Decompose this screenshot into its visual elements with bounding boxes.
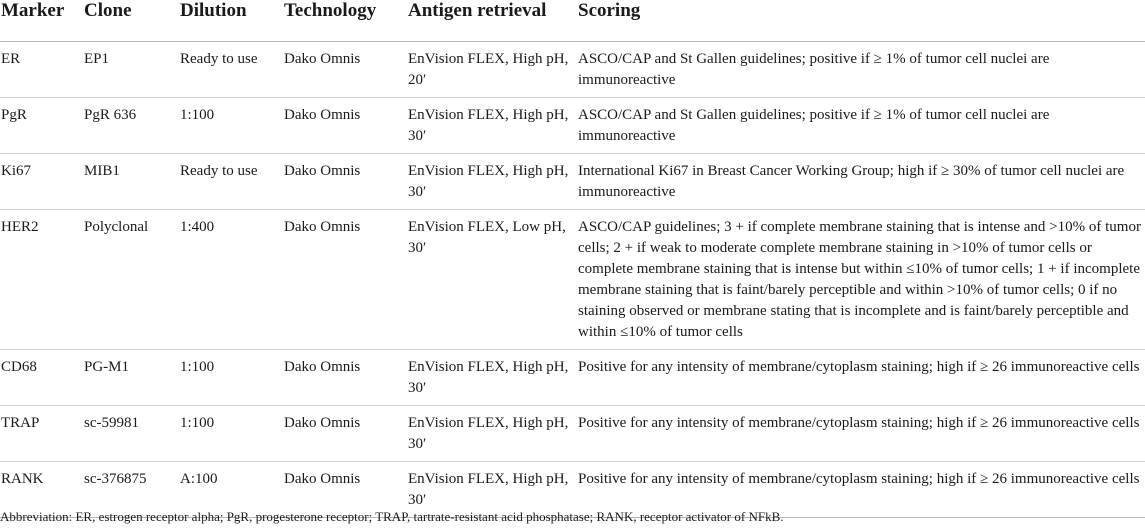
cell-technology: Dako Omnis bbox=[284, 98, 408, 154]
cell-antigen-retrieval: EnVision FLEX, High pH, 30′ bbox=[408, 462, 578, 518]
table-row bbox=[0, 210, 1145, 350]
cell-scoring: Positive for any intensity of membrane/cytoplasm staining; high if ≥ 26 immunoreactive cells bbox=[578, 350, 1145, 406]
cell-clone: sc-376875 bbox=[84, 462, 180, 518]
cell-antigen-retrieval: EnVision FLEX, High pH, 30′ bbox=[408, 406, 578, 462]
cell-antigen-retrieval: EnVision FLEX, High pH, 30′ bbox=[408, 98, 578, 154]
table-footnote: Abbreviation: ER, estrogen receptor alpha; PgR, progesterone receptor; TRAP, tartrate-resistant acid phosphatase; RANK, receptor activator of NFkB. bbox=[0, 509, 784, 524]
cell-dilution: Ready to use bbox=[180, 42, 284, 98]
cell-technology: Dako Omnis bbox=[284, 350, 408, 406]
cell-technology: Dako Omnis bbox=[284, 406, 408, 462]
cell-clone: Polyclonal bbox=[84, 210, 180, 350]
cell-dilution: 1:100 bbox=[180, 406, 284, 462]
header-antigen-retrieval: Antigen retrieval bbox=[408, 0, 578, 42]
cell-technology: Dako Omnis bbox=[284, 42, 408, 98]
cell-technology: Dako Omnis bbox=[284, 462, 408, 518]
cell-marker: RANK bbox=[0, 462, 84, 518]
cell-scoring: ASCO/CAP guidelines; 3 + if complete membrane staining that is intense and >10% of tumor cells; 2 + if weak to moderate complete membrane staining in >10% of tumor cells or complete membrane staining that is intense but within ≤10% of tumor cells; 1 + if incomplete membrane staining that is faint/barely perceptible and within >10% of tumor cells; 0 if no staining observed or membrane stating that is incomplete and is faint/barely perceptible and within ≤10% of tumor cells bbox=[578, 210, 1145, 350]
cell-antigen-retrieval: EnVision FLEX, Low pH, 30′ bbox=[408, 210, 578, 350]
header-marker: Marker bbox=[0, 0, 84, 42]
cell-technology: Dako Omnis bbox=[284, 210, 408, 350]
header-dilution: Dilution bbox=[180, 0, 284, 42]
header-row bbox=[0, 0, 1145, 42]
cell-clone: PgR 636 bbox=[84, 98, 180, 154]
header-clone: Clone bbox=[84, 0, 180, 42]
cell-dilution: Ready to use bbox=[180, 154, 284, 210]
cell-scoring: ASCO/CAP and St Gallen guidelines; positive if ≥ 1% of tumor cell nuclei are immunoreactive bbox=[578, 42, 1145, 98]
cell-technology: Dako Omnis bbox=[284, 154, 408, 210]
cell-dilution: A:100 bbox=[180, 462, 284, 518]
cell-marker: CD68 bbox=[0, 350, 84, 406]
cell-marker: Ki67 bbox=[0, 154, 84, 210]
cell-antigen-retrieval: EnVision FLEX, High pH, 30′ bbox=[408, 154, 578, 210]
cell-clone: MIB1 bbox=[84, 154, 180, 210]
header-technology: Technology bbox=[284, 0, 408, 42]
cell-dilution: 1:100 bbox=[180, 98, 284, 154]
table-row bbox=[0, 42, 1145, 98]
table-row bbox=[0, 154, 1145, 210]
cell-antigen-retrieval: EnVision FLEX, High pH, 30′ bbox=[408, 350, 578, 406]
cell-marker: HER2 bbox=[0, 210, 84, 350]
cell-clone: sc-59981 bbox=[84, 406, 180, 462]
cell-dilution: 1:100 bbox=[180, 350, 284, 406]
header-scoring: Scoring bbox=[578, 0, 1145, 42]
cell-scoring: International Ki67 in Breast Cancer Working Group; high if ≥ 30% of tumor cell nuclei are immunoreactive bbox=[578, 154, 1145, 210]
cell-clone: EP1 bbox=[84, 42, 180, 98]
cell-dilution: 1:400 bbox=[180, 210, 284, 350]
cell-antigen-retrieval: EnVision FLEX, High pH, 20′ bbox=[408, 42, 578, 98]
cell-scoring: Positive for any intensity of membrane/cytoplasm staining; high if ≥ 26 immunoreactive cells bbox=[578, 406, 1145, 462]
cell-scoring: ASCO/CAP and St Gallen guidelines; positive if ≥ 1% of tumor cell nuclei are immunoreactive bbox=[578, 98, 1145, 154]
table-row bbox=[0, 350, 1145, 406]
table-row bbox=[0, 98, 1145, 154]
cell-marker: ER bbox=[0, 42, 84, 98]
table-row bbox=[0, 406, 1145, 462]
cell-marker: PgR bbox=[0, 98, 84, 154]
cell-clone: PG-M1 bbox=[84, 350, 180, 406]
cell-marker: TRAP bbox=[0, 406, 84, 462]
table-header bbox=[0, 0, 1145, 42]
table-body bbox=[0, 42, 1145, 518]
cell-scoring: Positive for any intensity of membrane/cytoplasm staining; high if ≥ 26 immunoreactive cells bbox=[578, 462, 1145, 518]
